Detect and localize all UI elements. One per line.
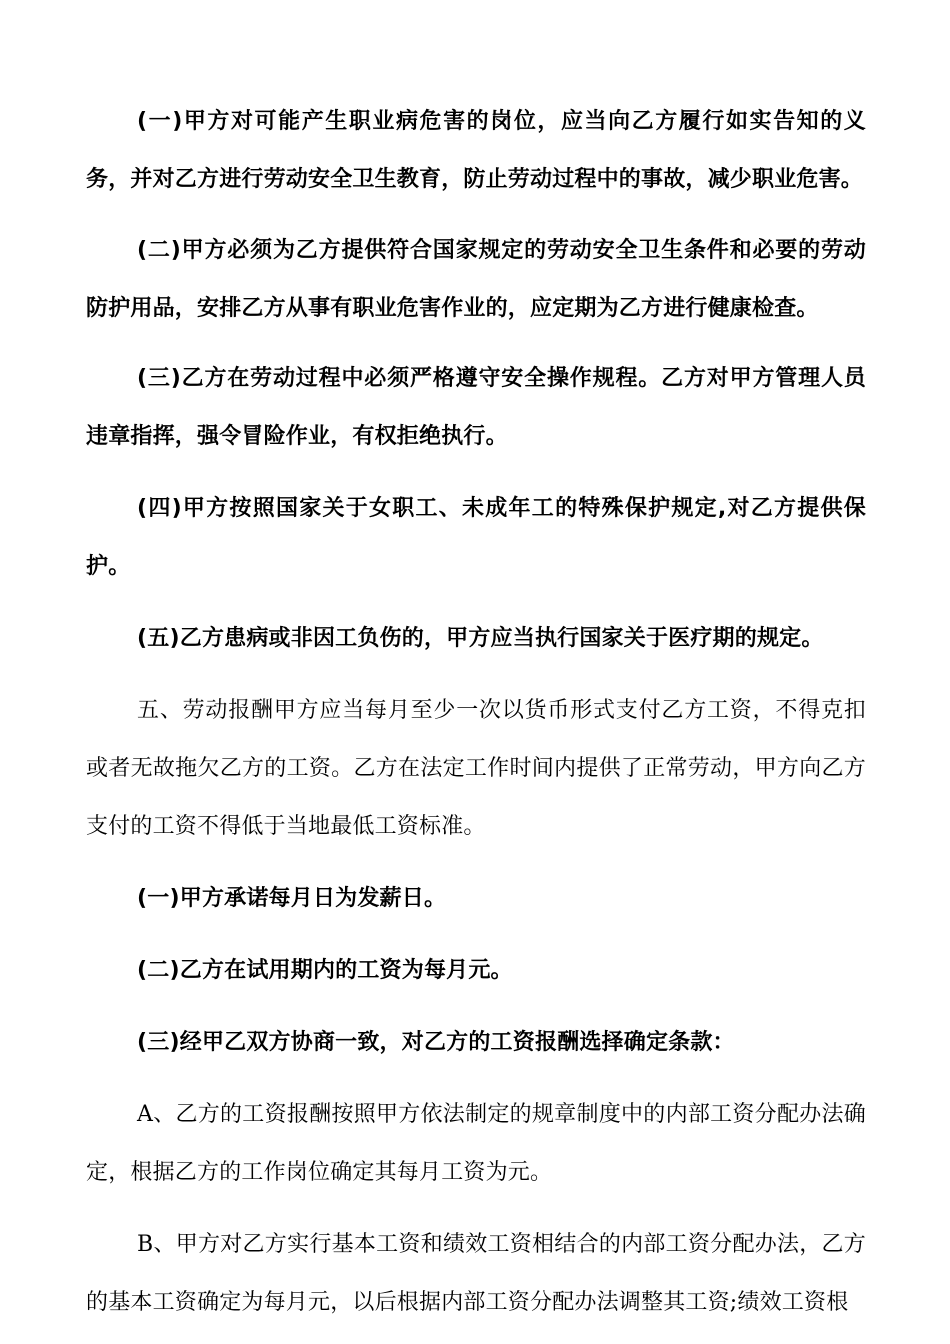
section-5-labor-remuneration: 五、劳动报酬甲方应当每月至少一次以货币形式支付乙方工资，不得克扣或者无故拖欠乙方的工资。乙方在法定工作时间内提供了正常劳动，甲方向乙方支付的工资不得低于当地最低工资标准。 <box>86 698 866 839</box>
clause-3-safety-rules: (三)乙方在劳动过程中必须严格遵守安全操作规程。乙方对甲方管理人员违章指挥，强令冒险作业，有权拒绝执行。 <box>86 366 866 449</box>
option-a-internal-wage: A、乙方的工资报酬按照甲方依法制定的规章制度中的内部工资分配办法确定，根据乙方的工作岗位确定其每月工资为元。 <box>86 1102 866 1185</box>
clause-5-medical-period: (五)乙方患病或非因工负伤的，甲方应当执行国家关于医疗期的规定。 <box>137 626 824 651</box>
remuneration-clause-2-probation-wage: (二)乙方在试用期内的工资为每月元。 <box>137 958 513 983</box>
document-page <box>86 93 866 1332</box>
remuneration-clause-1-payday: (一)甲方承诺每月日为发薪日。 <box>137 886 447 911</box>
remuneration-clause-3-agreement: (三)经甲乙双方协商一致，对乙方的工资报酬选择确定条款： <box>137 1030 735 1055</box>
clause-4-special-protection: (四)甲方按照国家关于女职工、未成年工的特殊保护规定,对乙方提供保护。 <box>86 496 866 579</box>
clause-1-occupational-hazard-notice: (一)甲方对可能产生职业病危害的岗位，应当向乙方履行如实告知的义务，并对乙方进行劳动安全卫生教育，防止劳动过程中的事故，减少职业危害。 <box>86 109 866 192</box>
option-b-base-and-performance: B、甲方对乙方实行基本工资和绩效工资相结合的内部工资分配办法，乙方的基本工资确定为每月元，以后根据内部工资分配办法调整其工资;绩效工资根 <box>86 1232 866 1315</box>
clause-2-safety-conditions: (二)甲方必须为乙方提供符合国家规定的劳动安全卫生条件和必要的劳动防护用品，安排乙方从事有职业危害作业的，应定期为乙方进行健康检查。 <box>86 238 866 321</box>
